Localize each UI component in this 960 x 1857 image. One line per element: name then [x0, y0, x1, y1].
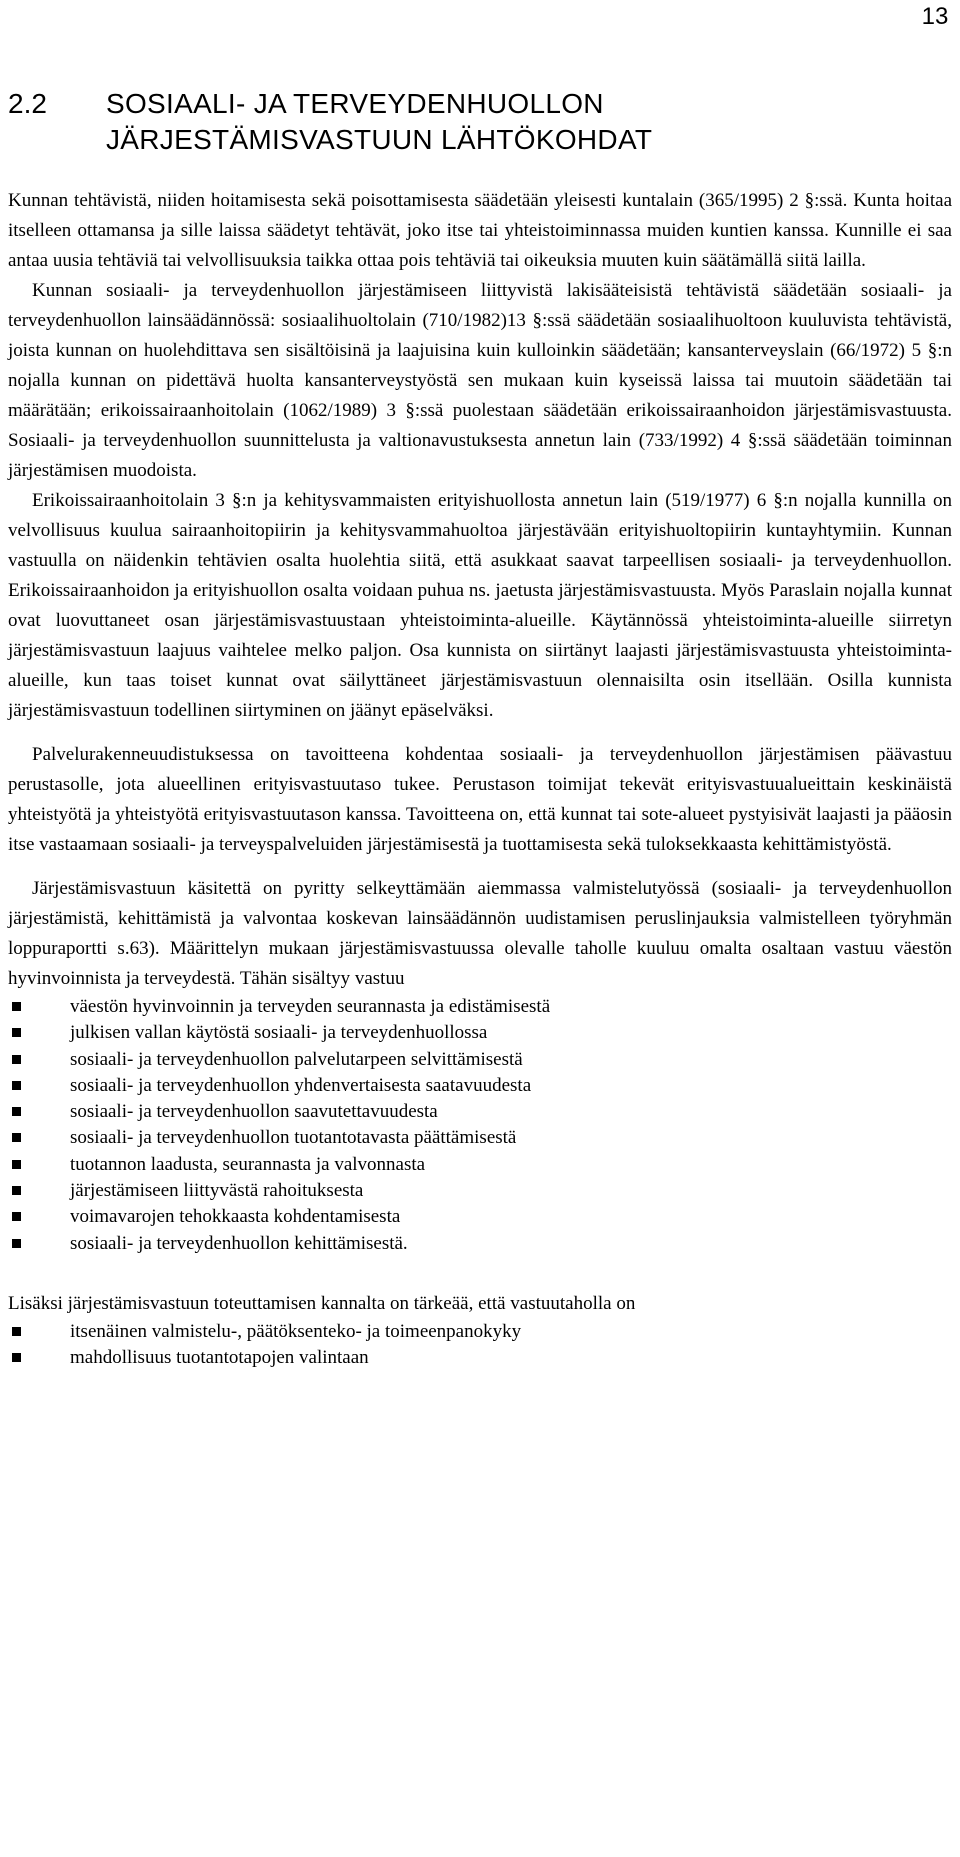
document-body: [8, 186, 952, 1372]
list-intro: Lisäksi järjestämisvastuun toteuttamisen kannalta on tärkeää, että vastuutaholla on: [8, 1292, 636, 1314]
list-item: sosiaali- ja terveydenhuollon yhdenvertaisesta saatavuudesta: [8, 1073, 952, 1099]
list-item: järjestämiseen liittyvästä rahoituksesta: [8, 1178, 952, 1204]
square-bullet-icon: [12, 1327, 21, 1336]
list-item: julkisen vallan käytöstä sosiaali- ja terveydenhuollossa: [8, 1020, 952, 1046]
paragraph-4: Palvelurakenneuudistuksessa on tavoitteena kohdentaa sosiaali- ja terveydenhuollon järjestämisen päävastuu perustasolle, jota alueellinen erityisvastuutaso tukee. Perustason toimijat tekevät erityisvastuualueittain keskinäistä yhteistyötä ja yhteistyötä erityisvastuutason kanssa. Tavoitteena on, että kunnat tai sote-alueet pystyisivät laajasti ja pääosin itse vastaamaan sosiaali- ja terveyspalveluiden järjestämisestä ja tuottamisesta sekä tuloksekkaasta kehittämistyöstä.: [8, 744, 952, 855]
square-bullet-icon: [12, 1239, 21, 1248]
square-bullet-icon: [12, 1212, 21, 1221]
page-number: 13: [921, 3, 949, 30]
list-item: sosiaali- ja terveydenhuollon tuotantotavasta päättämisestä: [8, 1125, 952, 1151]
list-item: sosiaali- ja terveydenhuollon kehittämisestä.: [8, 1231, 952, 1257]
square-bullet-icon: [12, 1133, 21, 1142]
list-item: sosiaali- ja terveydenhuollon palvelutarpeen selvittämisestä: [8, 1047, 952, 1073]
square-bullet-icon: [12, 1028, 21, 1037]
requirements-list: [8, 1319, 952, 1372]
square-bullet-icon: [12, 1081, 21, 1090]
section-number: 2.2: [8, 88, 47, 119]
responsibility-list: [8, 994, 952, 1257]
list-item: itsenäinen valmistelu-, päätöksenteko- ja toimeenpanokyky: [8, 1319, 952, 1345]
section-heading: [8, 86, 948, 158]
square-bullet-icon: [12, 1002, 21, 1011]
square-bullet-icon: [12, 1107, 21, 1116]
square-bullet-icon: [12, 1160, 21, 1169]
square-bullet-icon: [12, 1186, 21, 1195]
list-item: mahdollisuus tuotantotapojen valintaan: [8, 1345, 952, 1371]
list-item: väestön hyvinvoinnin ja terveyden seurannasta ja edistämisestä: [8, 994, 952, 1020]
paragraph-5: Järjestämisvastuun käsitettä on pyritty selkeyttämään aiemmassa valmistelutyössä (sosiaali- ja terveydenhuollon järjestämistä, kehittämistä ja valvontaa koskevan lainsäädännön uudistamisen peruslinjauksia valmistelleen työryhmän loppuraportti s.63). Määrittelyn mukaan järjestämisvastuussa olevalle taholle kuuluu omalta osaltaan vastuu väestön hyvinvoinnista ja terveydestä. Tähän sisältyy vastuu: [8, 878, 952, 989]
square-bullet-icon: [12, 1055, 21, 1064]
section-title-line-1: SOSIAALI- JA TERVEYDENHUOLLON: [106, 88, 604, 119]
square-bullet-icon: [12, 1353, 21, 1362]
section-title-line-2: JÄRJESTÄMISVASTUUN LÄHTÖKOHDAT: [106, 124, 653, 155]
paragraph-3: Erikoissairaanhoitolain 3 §:n ja kehitysvammaisten erityishuollosta annetun lain (519/1977) 6 §:n nojalla kunnilla on velvollisuus kuulua sairaanhoitopiirin ja kehitysvammahuoltoa järjestävään erityishuoltopiirin kuntayhtymiin. Kunnan vastuulla on näidenkin tehtävien osalta huolehtia siitä, että asukkaat saavat tarpeellisen sosiaali- ja terveydenhuollon. Erikoissairaanhoidon ja erityishuollon osalta voidaan puhua ns. jaetusta järjestämisvastuusta. Myös Paraslain nojalla kunnat ovat luovuttaneet osan järjestämisvastuustaan yhteistoiminta-alueille. Käytännössä yhteistoiminta-alueille siirretyn järjestämisvastuun laajuus vaihtelee melko paljon. Osa kunnista on siirtänyt laajasti järjestämisvastuusta yhteistoiminta-alueille, kun taas toiset kunnat ovat säilyttäneet järjestämisvastuun olennaisilta osin itsellään. Osilla kunnista järjestämisvastuun todellinen siirtyminen on jäänyt epäselväksi.: [8, 490, 952, 721]
list-item: voimavarojen tehokkaasta kohdentamisesta: [8, 1204, 952, 1230]
paragraph-1: Kunnan tehtävistä, niiden hoitamisesta sekä poisottamisesta säädetään yleisesti kuntalain (365/1995) 2 §:ssä. Kunta hoitaa itselleen ottamansa ja sille laissa säädetyt tehtävät, joko itse tai yhteistoiminnassa muiden kuntien kanssa. Kunnille ei saa antaa uusia tehtäviä tai velvollisuuksia taikka ottaa pois tehtäviä tai oikeuksia muuten kuin säätämällä siitä lailla.: [8, 190, 952, 271]
list-item: sosiaali- ja terveydenhuollon saavutettavuudesta: [8, 1099, 952, 1125]
paragraph-2: Kunnan sosiaali- ja terveydenhuollon järjestämiseen liittyvistä lakisääteisistä tehtävistä säädetään sosiaali- ja terveydenhuollon lainsäädännössä: sosiaalihuoltolain (710/1982)13 §:ssä säädetään sosiaalihuoltoon kuuluvista tehtävistä, joista kunnan on huolehdittava sen sisältöisinä ja laajuisina kuin kulloinkin säädetään; kansanterveyslain (66/1972) 5 §:n nojalla kunnan on pidettävä huolta kansanterveystyöstä sen mukaan kuin kyseissä laissa tai muutoin säädetään tai määrätään; erikoissairaanhoitolain (1062/1989) 3 §:ssä puolestaan säädetään erikoissairaanhoidon järjestämisvastuusta. Sosiaali- ja terveydenhuollon suunnittelusta ja valtionavustuksesta annetun lain (733/1992) 4 §:ssä säädetään toiminnan järjestämisen muodoista.: [8, 280, 952, 481]
list-item: tuotannon laadusta, seurannasta ja valvonnasta: [8, 1152, 952, 1178]
